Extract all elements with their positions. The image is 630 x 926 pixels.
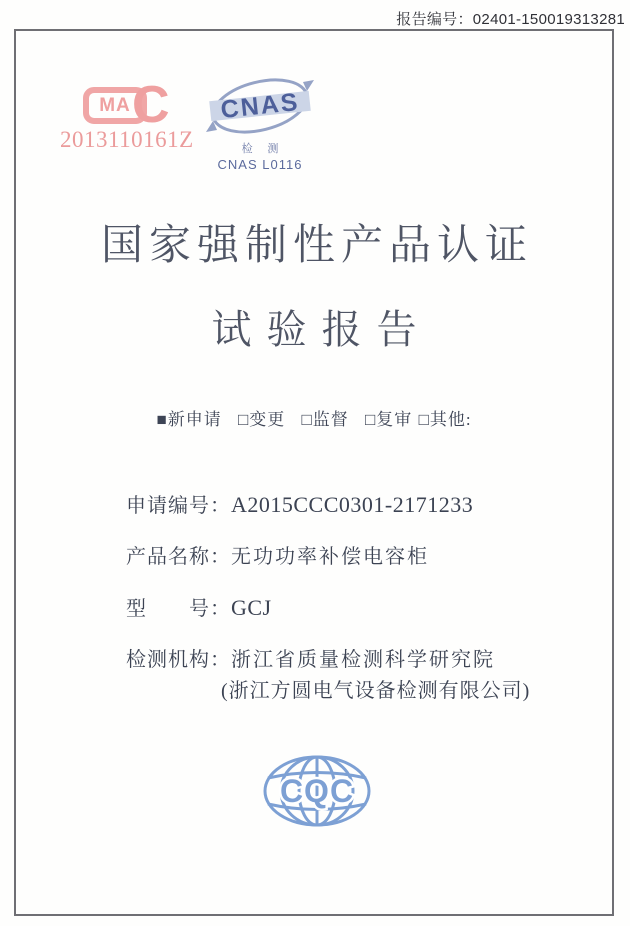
- cma-cert-number: 2013110161Z: [60, 127, 194, 152]
- cqc-logo: [262, 754, 372, 828]
- option-supervision: □监督: [301, 410, 349, 429]
- cma-c-text: C: [132, 76, 170, 134]
- report-number-label: 报告编号：: [396, 11, 473, 28]
- option-other: □其他:: [418, 410, 472, 429]
- field-label: 检测机构：: [126, 649, 231, 671]
- cnas-mark-type: 检 测: [241, 143, 285, 155]
- cnas-logo: [204, 73, 316, 172]
- field-test-agency: [126, 647, 530, 704]
- option-new-application: ■新申请: [156, 410, 222, 429]
- field-value: A2015CCC0301-2171233: [231, 492, 474, 517]
- field-application-number: [126, 492, 530, 519]
- report-number: [396, 8, 625, 29]
- field-value: 浙江省质量检测科学研究院: [231, 649, 495, 671]
- fields-section: [126, 492, 530, 729]
- cqc-globe-icon: [262, 754, 372, 828]
- option-change: □变更: [237, 410, 286, 429]
- field-label: 型 号：: [126, 598, 231, 620]
- document-title: 国家强制性产品认证: [100, 223, 533, 269]
- cnas-cert-number: CNAS L0116: [217, 157, 303, 172]
- cqc-name-text: CQC: [279, 773, 355, 809]
- cnas-ellipse-icon: [206, 73, 314, 139]
- cnas-name-text: CNAS: [219, 87, 301, 125]
- field-label: 申请编号：: [126, 495, 231, 517]
- document-subtitle: 试验报告: [211, 307, 432, 352]
- page-border-frame: [14, 29, 614, 916]
- cma-logo: [83, 76, 187, 134]
- field-value: GCJ: [231, 595, 272, 620]
- field-label: 产品名称：: [126, 546, 231, 568]
- report-number-value: 02401-150019313281: [472, 11, 625, 28]
- field-product-name: [126, 544, 530, 570]
- cma-ma-text: MA: [99, 94, 131, 116]
- field-value: 无功功率补偿电容柜: [231, 546, 429, 568]
- option-review: □复审: [365, 410, 413, 429]
- field-value-line2: (浙江方圆电气设备检测有限公司): [221, 680, 531, 702]
- application-type-row: [16, 405, 612, 430]
- field-model: [126, 595, 530, 622]
